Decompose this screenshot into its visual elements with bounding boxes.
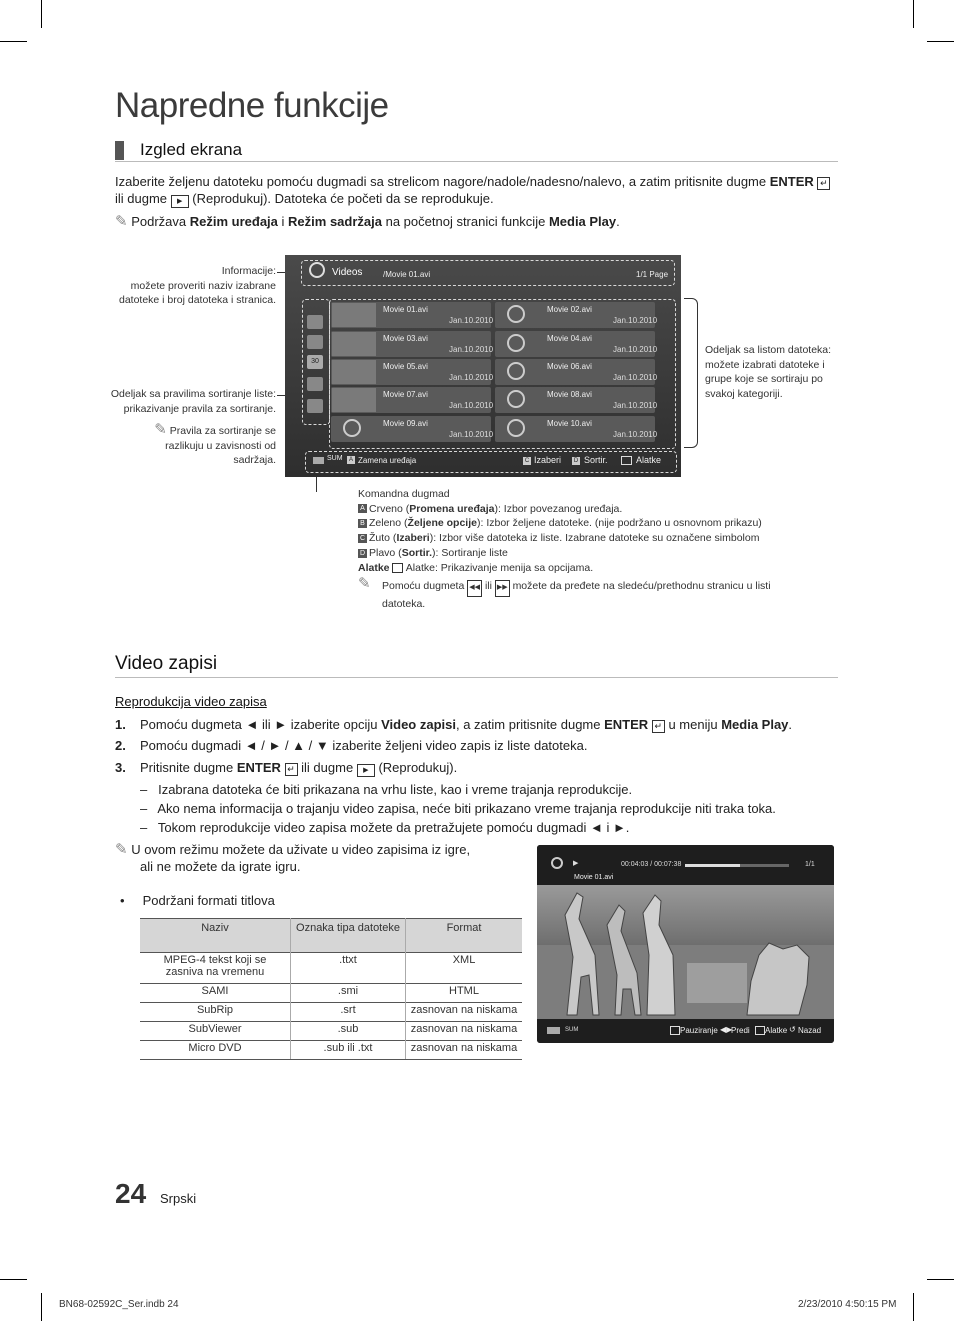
intro-text-2: ili dugme: [115, 191, 168, 206]
page-title: Napredne funkcije: [115, 86, 389, 125]
step-number: 1.: [115, 717, 126, 732]
a-key-icon: A: [358, 504, 367, 513]
cmd-bold: Željene opcije: [407, 517, 477, 530]
section-title: Izgled ekrana: [140, 140, 243, 159]
file-item[interactable]: [331, 331, 494, 357]
file-date: Jan.10.2010: [449, 345, 494, 354]
thumbnail: [332, 360, 376, 384]
film-reel-icon: [507, 334, 525, 352]
file-item[interactable]: [331, 416, 494, 442]
crop-mark: [913, 1293, 914, 1321]
cmd-text: ): Sortiranje liste: [432, 546, 508, 559]
player-count: 1/1: [805, 861, 815, 868]
list-bracket: [684, 298, 698, 448]
media-play-screen: [285, 255, 681, 477]
command-title: Komandna dugmad: [358, 488, 450, 500]
note-text: Podržava: [131, 214, 187, 229]
note-bold: Media Play: [548, 214, 617, 229]
title-icon[interactable]: [307, 335, 323, 349]
section-header: [115, 653, 838, 678]
note-text: i: [281, 214, 285, 229]
command-note: [358, 575, 798, 611]
pause-label[interactable]: Pauziranje: [680, 1026, 718, 1035]
info-callout: [100, 264, 276, 308]
file-date: Jan.10.2010: [613, 345, 658, 354]
tools-icon: [755, 1026, 765, 1035]
cmd-text: ili: [484, 580, 492, 593]
back-label[interactable]: Nazad: [798, 1026, 822, 1035]
table-cell: .sub ili .txt: [291, 1041, 406, 1060]
note-line: [115, 213, 840, 230]
pencil-icon: ✎: [154, 421, 167, 438]
cmd-bold: Promena uređaja: [409, 502, 495, 515]
command-green: [358, 516, 798, 531]
table-row: [140, 984, 522, 1003]
callout-line: možete proveriti naziv izabrane: [130, 279, 276, 292]
pencil-icon: ✎: [115, 841, 128, 858]
table-header: Oznaka tipa datoteke: [291, 919, 406, 953]
crop-mark: [41, 1293, 42, 1321]
note-text: na početnoj stranici funkcije: [385, 214, 546, 229]
cmd-bold: Sortir.: [401, 546, 433, 559]
file-item[interactable]: [495, 387, 658, 413]
file-date: Jan.10.2010: [449, 401, 494, 410]
file-item[interactable]: [495, 331, 658, 357]
screen-path: /Movie 01.avi: [383, 270, 431, 279]
left-right-icon: ◀▶: [720, 1025, 733, 1034]
bullet-item: • Podržani formati titlova: [120, 893, 275, 908]
video-icon: [309, 262, 325, 278]
screen-title: Videos: [332, 267, 363, 278]
thumbnail: [332, 303, 376, 327]
footer-tools[interactable]: Alatke: [636, 455, 662, 465]
file-name: Movie 04.avi: [547, 334, 592, 343]
enter-icon: ↵: [652, 720, 665, 733]
table-row: [140, 1003, 522, 1022]
pencil-icon: ✎: [115, 213, 128, 230]
table-cell: .ttxt: [291, 953, 406, 984]
table-cell: zasnovan na niskama: [406, 1003, 523, 1022]
file-date: Jan.10.2010: [613, 401, 658, 410]
cmd-text: Pomoću dugmeta: [382, 580, 465, 593]
page-number: 24: [115, 1178, 147, 1209]
folder-icon[interactable]: [307, 315, 323, 329]
section-bar: [115, 141, 124, 160]
date-icon[interactable]: 30: [307, 355, 323, 369]
step-bold: ENTER: [604, 717, 649, 732]
file-name: Movie 07.avi: [383, 390, 428, 399]
b-key-icon: B: [358, 519, 367, 528]
skip-label[interactable]: Predi: [731, 1026, 750, 1035]
footer-sort[interactable]: Sortir.: [584, 455, 608, 465]
intro-text: Izaberite željenu datoteku pomoću dugmadi sa strelicom nagore/nadole/nadesno/nalevo, a zatim pritisnite dugme: [115, 174, 767, 189]
file-name: Movie 05.avi: [383, 362, 428, 371]
tools-icon: [392, 563, 403, 573]
step-text: Pomoću dugmadi ◄ / ► / ▲ / ▼ izaberite željeni video zapis iz liste datoteka.: [140, 738, 588, 753]
file-item[interactable]: [495, 302, 658, 328]
table-cell: .smi: [291, 984, 406, 1003]
step-bold: Media Play: [721, 717, 789, 732]
command-list: [358, 487, 798, 612]
crop-mark: [0, 1279, 27, 1280]
bullet-text: Podržani formati titlova: [142, 893, 275, 908]
return-icon: ↺: [789, 1025, 796, 1034]
step-text: [140, 760, 457, 777]
file-date: Jan.10.2010: [613, 316, 658, 325]
table-cell: SAMI: [140, 984, 291, 1003]
step-part: , a zatim pritisnite dugme: [455, 717, 601, 732]
file-item[interactable]: [495, 416, 658, 442]
file-name: Movie 03.avi: [383, 334, 428, 343]
enter-icon: [670, 1026, 680, 1035]
file-name: Movie 02.avi: [547, 305, 592, 314]
print-filename: BN68-02592C_Ser.indb 24: [59, 1299, 179, 1310]
note-text: ali ne možete da igrate igru.: [140, 859, 301, 874]
enter-icon: ↵: [285, 763, 298, 776]
file-date: Jan.10.2010: [449, 373, 494, 382]
dash-item: Izabrana datoteka će biti prikazana na vrhu liste, kao i vreme trajanja reprodukcije.: [158, 782, 633, 797]
command-blue: [358, 546, 798, 561]
step-text: [140, 717, 792, 733]
tools-icon: [621, 456, 632, 465]
crop-mark: [927, 41, 954, 42]
usb-icon: [547, 1027, 560, 1034]
file-date: Jan.10.2010: [449, 430, 494, 439]
table-row: [140, 1041, 522, 1060]
dash-item: Ako nema informacija o trajanju video zapisa, neće biti prikazano vreme trajanja reprodukcije niti traka toka.: [157, 801, 776, 816]
play-icon: ▶: [357, 764, 375, 777]
step-part: ili dugme: [301, 760, 354, 775]
usb-icon: [313, 457, 324, 464]
film-reel-icon: [343, 419, 361, 437]
film-reel-icon: [507, 419, 525, 437]
progress-fill: [685, 864, 740, 867]
step-part: u meniju: [668, 717, 718, 732]
c-key-icon: C: [524, 458, 530, 464]
screen-page: 1/1 Page: [636, 270, 669, 279]
file-name: Movie 09.avi: [383, 419, 428, 428]
note-text: .: [616, 214, 620, 229]
callout-line: Odeljak sa pravilima sortiranje liste:: [110, 388, 276, 400]
file-date: Jan.10.2010: [613, 430, 658, 439]
video-frame: [537, 885, 834, 1019]
cmd-text: Alatke: Prikazivanje menija sa opcijama.: [405, 561, 594, 574]
crop-mark: [927, 1279, 954, 1280]
callout-line: prikazivanje pravila za sortiranje.: [123, 402, 276, 415]
cmd-text: Plavo (: [369, 546, 402, 559]
file-item[interactable]: [331, 302, 494, 328]
table-cell: HTML: [406, 984, 523, 1003]
film-reel-icon: [507, 390, 525, 408]
table-header: Format: [406, 919, 523, 953]
callout-line: Odeljak sa listom datoteka:: [705, 344, 832, 356]
file-item[interactable]: [331, 387, 494, 413]
subsection-title: Reprodukcija video zapisa: [115, 694, 267, 709]
star-icon[interactable]: [307, 399, 323, 413]
tools-label[interactable]: Alatke: [765, 1026, 788, 1035]
player-sum: SUM: [565, 1027, 579, 1033]
step-part: .: [788, 717, 793, 732]
pencil-icon: ✎: [358, 575, 371, 593]
player-filename: Movie 01.avi: [574, 874, 614, 881]
callout-line: sadržaja.: [233, 454, 276, 466]
command-red: [358, 502, 798, 517]
cmd-text: Crveno (: [369, 502, 410, 515]
callout-line: razlikuju u zavisnosti od: [165, 439, 276, 452]
giraffe-image: [537, 885, 834, 1019]
cmd-bold: Alatke: [358, 561, 390, 574]
list-callout: [705, 343, 840, 401]
cmd-text: Zeleno (: [369, 517, 408, 530]
player-time: 00:04:03 / 00:07:38: [621, 861, 682, 868]
step-bold: ENTER: [236, 760, 281, 775]
forward-icon: ▶▶: [495, 580, 510, 597]
subtitle-formats-table: [140, 918, 522, 1060]
callout-line: Pravila za sortiranje se: [169, 425, 276, 437]
table-cell: XML: [406, 953, 523, 984]
table-cell: SubRip: [140, 1003, 291, 1022]
callout-line: datoteke i broj datoteka i stranica.: [118, 294, 276, 306]
note-text: U ovom režimu možete da uživate u video zapisima iz igre,: [131, 842, 471, 857]
crop-mark: [0, 41, 27, 42]
crop-mark: [41, 0, 42, 28]
section-header: [115, 137, 838, 162]
step-part: (Reprodukuj).: [378, 760, 458, 775]
command-yellow: [358, 531, 798, 546]
enter-label: ENTER: [769, 174, 814, 189]
step-bold: Video zapisi: [381, 717, 456, 732]
dash-item: Tokom reprodukcije video zapisa možete da pretražujete pomoću dugmadi ◄ i ►.: [157, 820, 630, 835]
cmd-text: ): Izbor više datoteka iz liste. Izabrane datoteke su označene simbolom: [429, 532, 760, 545]
callout-line: svakoj kategoriji.: [705, 387, 783, 400]
c-key-icon: C: [359, 534, 366, 542]
footer-select[interactable]: Izaberi: [534, 455, 562, 465]
file-date: Jan.10.2010: [613, 373, 658, 382]
progress-track[interactable]: [685, 864, 789, 867]
rewind-icon: ◀◀: [467, 580, 482, 597]
cmd-text: datoteka.: [382, 597, 426, 610]
step-part: Pomoću dugmeta ◄ ili ► izaberite opciju: [140, 717, 378, 732]
genre-icon[interactable]: [307, 377, 323, 391]
file-name: Movie 08.avi: [547, 390, 592, 399]
enter-icon: ↵: [817, 177, 830, 190]
sort-note: [140, 423, 276, 468]
intro-paragraph: [115, 173, 840, 208]
print-date: 2/23/2010 4:50:15 PM: [798, 1299, 897, 1310]
file-name: Movie 06.avi: [547, 362, 592, 371]
table-row: [140, 953, 522, 984]
table-cell: SubViewer: [140, 1022, 291, 1041]
crop-mark: [913, 0, 914, 28]
footer-change-device[interactable]: Zamena uređaja: [358, 456, 417, 465]
callout-line: grupe koje se sortiraju po: [705, 373, 823, 385]
note-bold: Režim sadržaja: [288, 214, 382, 229]
play-icon: ▶: [171, 195, 189, 208]
file-date: Jan.10.2010: [449, 316, 494, 325]
table-cell: MPEG-4 tekst koji se zasniva na vremenu: [140, 953, 291, 984]
intro-text-3: (Reprodukuj). Datoteka će početi da se reprodukuje.: [192, 191, 494, 206]
step-part: Pritisnite dugme: [140, 760, 234, 775]
footer-sum: SUM: [327, 455, 343, 462]
callout-line: Informacije:: [221, 265, 276, 277]
table-cell: .srt: [291, 1003, 406, 1022]
d-key-icon: D: [359, 549, 366, 557]
d-key-icon: D: [573, 458, 579, 464]
a-key-icon: A: [348, 457, 353, 463]
cmd-text: ): Izbor željene datoteke. (nije podržano u osnovnom prikazu): [476, 517, 762, 530]
file-item[interactable]: [495, 359, 658, 385]
section-title: Video zapisi: [115, 653, 218, 674]
video-player-screen: [537, 845, 834, 1043]
table-cell: zasnovan na niskama: [406, 1041, 523, 1060]
video-icon: [551, 857, 563, 869]
step-number: 2.: [115, 738, 126, 753]
cmd-text: ): Izbor povezanog uređaja.: [494, 502, 623, 515]
table-cell: .sub: [291, 1022, 406, 1041]
table-row: [140, 1022, 522, 1041]
step-number: 3.: [115, 760, 126, 775]
video-note: [115, 841, 515, 875]
callout-line: možete izabrati datoteke i: [705, 358, 825, 371]
film-reel-icon: [507, 362, 525, 380]
cmd-bold: Izaberi: [396, 532, 430, 545]
dash-list: – Izabrana datoteka će biti prikazana na vrhu liste, kao i vreme trajanja reprodukcije. – Ako nema informacija o trajanju video zapisa, neće biti prikazano vreme trajanja reprodukcije niti traka toka. – Tokom reprodukcije video zapisa možete da pretražujete pomoću dugmadi ◄ i ►.: [140, 782, 776, 835]
thumbnail: [332, 388, 376, 412]
file-name: Movie 01.avi: [383, 305, 428, 314]
film-reel-icon: [507, 305, 525, 323]
sort-callout: [100, 387, 276, 416]
note-bold: Režim uređaja: [189, 214, 278, 229]
command-tools: [358, 561, 798, 576]
play-icon: ▶: [573, 860, 579, 867]
thumbnail: [332, 332, 376, 356]
table-cell: zasnovan na niskama: [406, 1022, 523, 1041]
table-cell: Micro DVD: [140, 1041, 291, 1060]
page-language: Srpski: [160, 1191, 197, 1206]
cmd-text: Žuto (: [369, 532, 397, 545]
table-header: Naziv: [140, 919, 291, 953]
cmd-text: možete da pređete na sledeću/prethodnu stranicu u listi: [512, 580, 771, 593]
file-item[interactable]: [331, 359, 494, 385]
file-name: Movie 10.avi: [547, 419, 592, 428]
